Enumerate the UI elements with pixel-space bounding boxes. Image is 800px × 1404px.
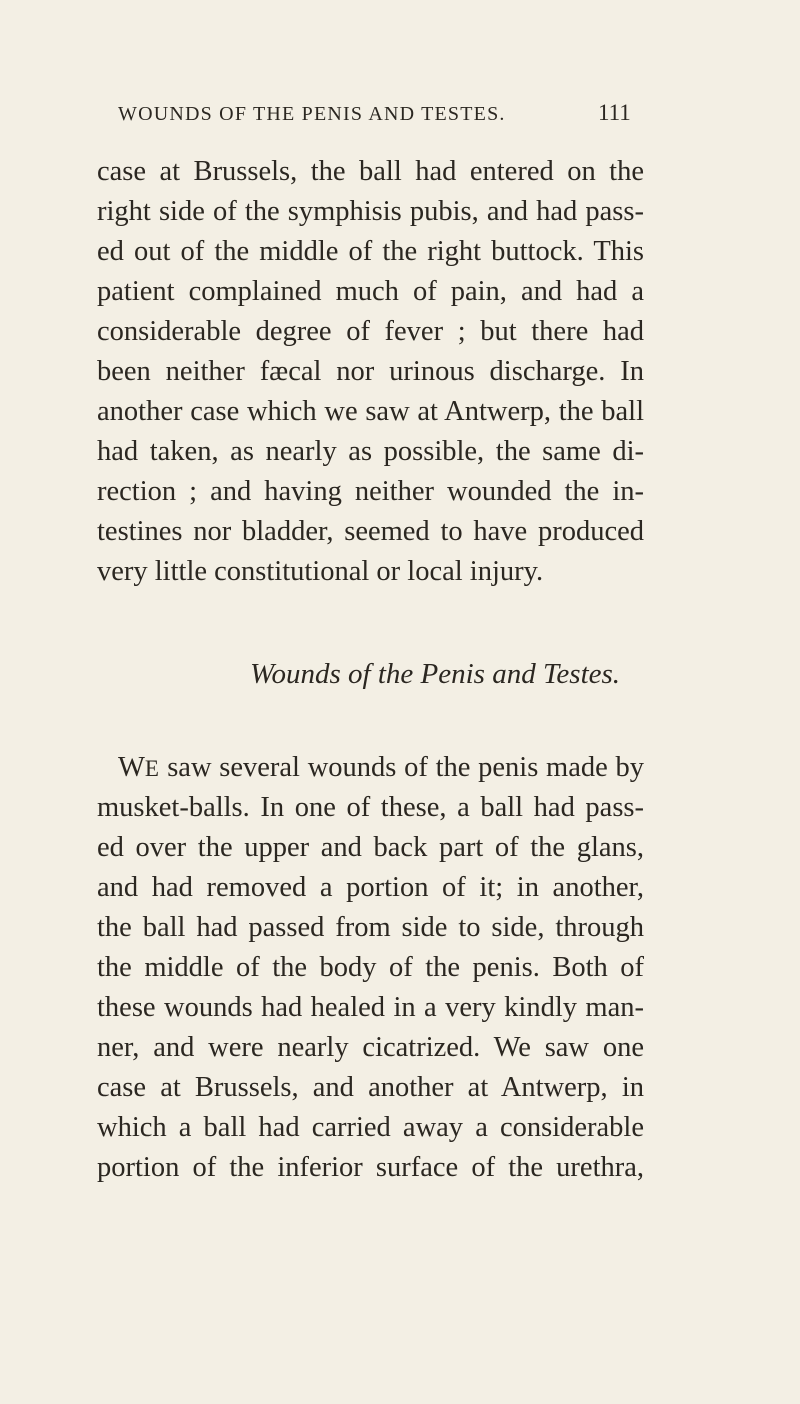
running-head bbox=[118, 100, 678, 133]
text-line: case at Brussels, the ball had entered on the bbox=[97, 156, 644, 187]
text-line: been neither fæcal nor urinous discharge. In bbox=[97, 356, 644, 387]
section-heading: Wounds of the Penis and Testes. bbox=[250, 658, 621, 690]
text-line: patient complained much of pain, and had a bbox=[97, 276, 644, 307]
text-line: ner, and were nearly cicatrized. We saw one bbox=[97, 1032, 644, 1063]
text-line: musket-balls. In one of these, a ball had pass- bbox=[97, 792, 644, 823]
running-head-title: WOUNDS OF THE PENIS AND TESTES. bbox=[118, 103, 506, 125]
page-number: 111 bbox=[598, 100, 631, 125]
text-line: very little constitutional or local injury. bbox=[97, 556, 544, 587]
text-line: the ball had passed from side to side, through bbox=[97, 912, 644, 943]
text-line: these wounds had healed in a very kindly man- bbox=[97, 992, 644, 1023]
text-line-first bbox=[118, 748, 644, 788]
text-line: which a ball had carried away a considerable bbox=[97, 1112, 644, 1143]
first-line-rest: saw several wounds of the penis made by bbox=[159, 752, 644, 783]
text-line: case at Brussels, and another at Antwerp, in bbox=[97, 1072, 644, 1103]
text-line: the middle of the body of the penis. Both of bbox=[97, 952, 644, 983]
text-line: portion of the inferior surface of the urethra, bbox=[97, 1152, 644, 1183]
text-line: had taken, as nearly as possible, the same di- bbox=[97, 436, 644, 467]
text-line: right side of the symphisis pubis, and had pass- bbox=[97, 196, 644, 227]
text-line: ed out of the middle of the right buttock. This bbox=[97, 236, 644, 267]
text-line: ed over the upper and back part of the glans, bbox=[97, 832, 644, 863]
smallcaps-letter: E bbox=[144, 756, 160, 781]
text-line: and had removed a portion of it; in another, bbox=[97, 872, 644, 903]
initial-letter: W bbox=[118, 752, 145, 783]
text-line: considerable degree of fever ; but there had bbox=[97, 316, 644, 347]
text-line: rection ; and having neither wounded the in- bbox=[97, 476, 644, 507]
text-line: another case which we saw at Antwerp, the ball bbox=[97, 396, 644, 427]
text-line: testines nor bladder, seemed to have produced bbox=[97, 516, 644, 547]
